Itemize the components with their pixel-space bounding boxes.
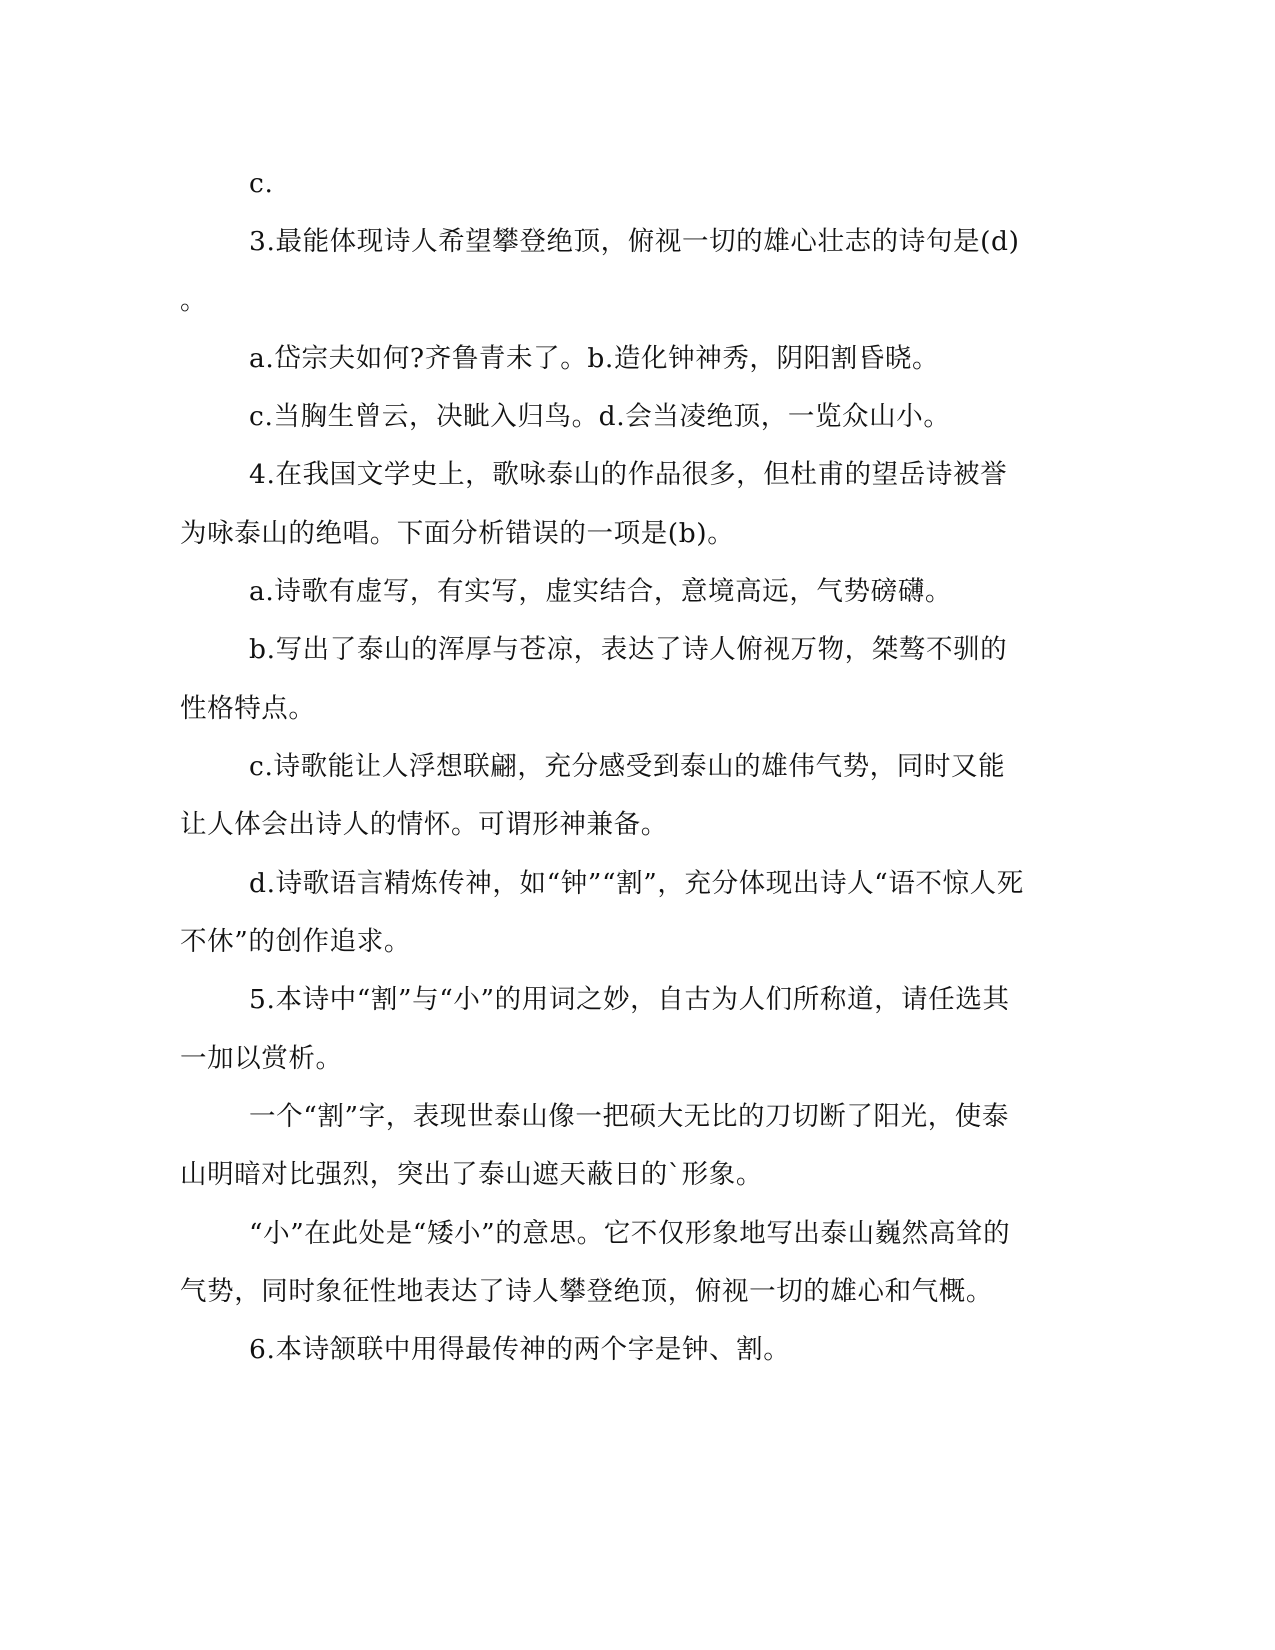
question-4-option-b-line-2: 性格特点。 [180, 693, 316, 724]
question-4-option-c-line-2: 让人体会出诗人的情怀。可谓形神兼备。 [180, 809, 668, 840]
question-5-line-1: 5.本诗中“割”与“小”的用词之妙，自古为人们所称道，请任选其 [249, 984, 1010, 1015]
question-4-line-2: 为咏泰山的绝唱。下面分析错误的一项是(b)。 [180, 518, 735, 549]
answer-5-ge-line-2: 山明暗对比强烈，突出了泰山遮天蔽日的`形象。 [180, 1159, 763, 1190]
answer-5-xiao-line-2: 气势，同时象征性地表达了诗人攀登绝顶，俯视一切的雄心和气概。 [180, 1276, 993, 1307]
answer-5-xiao-line-1: “小”在此处是“矮小”的意思。它不仅形象地写出泰山巍然高耸的 [249, 1218, 1011, 1249]
answer-c-line: c. [249, 168, 274, 199]
question-4-option-b-line-1: b.写出了泰山的浑厚与苍凉，表达了诗人俯视万物，桀骜不驯的 [249, 634, 1008, 665]
answer-5-ge-line-1: 一个“割”字，表现世泰山像一把硕大无比的刀切断了阳光，使泰 [249, 1101, 1009, 1132]
question-6-line: 6.本诗颔联中用得最传神的两个字是钟、割。 [249, 1334, 791, 1365]
question-4-option-d-line-2: 不休”的创作追求。 [180, 926, 411, 957]
question-3-line-1: 3.最能体现诗人希望攀登绝顶，俯视一切的雄心壮志的诗句是(d) [249, 226, 1020, 257]
question-4-option-a: a.诗歌有虚写，有实写，虚实结合，意境高远，气势磅礴。 [249, 576, 952, 607]
question-3-options-cd: c.当胸生曾云，决眦入归鸟。d.会当凌绝顶，一览众山小。 [249, 401, 951, 432]
question-4-option-d-line-1: d.诗歌语言精炼传神，如“钟”“割”，充分体现出诗人“语不惊人死 [249, 868, 1024, 899]
question-3-line-2: 。 [180, 285, 208, 316]
question-4-option-c-line-1: c.诗歌能让人浮想联翩，充分感受到泰山的雄伟气势，同时又能 [249, 751, 1006, 782]
question-5-line-2: 一加以赏析。 [180, 1043, 343, 1074]
question-3-options-ab: a.岱宗夫如何?齐鲁青未了。b.造化钟神秀，阴阳割昏晓。 [249, 343, 940, 374]
question-4-line-1: 4.在我国文学史上，歌咏泰山的作品很多，但杜甫的望岳诗被誉 [249, 459, 1008, 490]
